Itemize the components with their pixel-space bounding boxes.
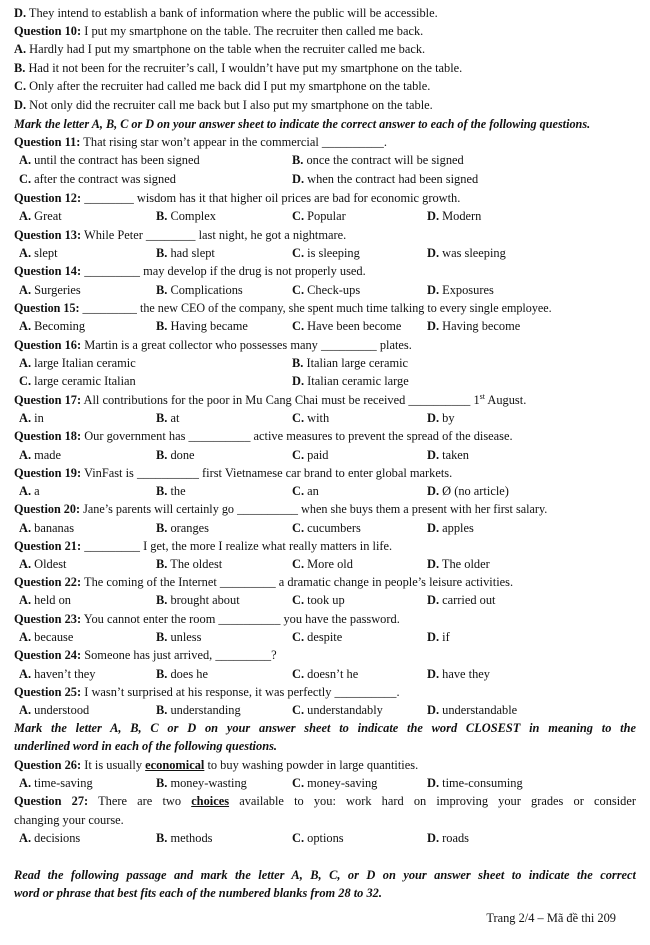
question-label: Question 24:	[14, 648, 82, 662]
option-letter: B.	[156, 209, 168, 223]
section-instruction: Mark the letter A, B, C or D on your answer sheet to indicate the correct answer to each of the following questions.	[14, 117, 591, 131]
option-letter: A.	[19, 153, 32, 167]
option-line	[14, 6, 636, 22]
option-text: carried out	[439, 593, 496, 607]
option-text: slept	[31, 246, 58, 260]
option-letter: D.	[427, 246, 440, 260]
question-label: Question 21:	[14, 539, 82, 553]
option-letter: D.	[427, 209, 440, 223]
options-row	[14, 831, 636, 847]
option-text: large ceramic Italian	[31, 374, 136, 388]
option-text: More old	[304, 557, 353, 571]
option-text: took up	[304, 593, 345, 607]
option-letter: C.	[292, 246, 305, 260]
options-row	[14, 484, 636, 500]
question-label: Question 15:	[14, 301, 80, 315]
option-letter: A.	[19, 246, 32, 260]
option-letter: A.	[14, 42, 27, 56]
option-text: have they	[439, 667, 490, 681]
question-text: The coming of the Internet _________ a dramatic change in people’s leisure activities.	[81, 575, 514, 589]
question-text: Jane’s parents will certainly go __________ when she buys them a present with her first salary.	[80, 502, 548, 516]
option-text: Modern	[439, 209, 482, 223]
question-label: Question 22:	[14, 575, 82, 589]
option-text: by	[439, 411, 455, 425]
option-text: Having become	[439, 319, 521, 333]
option-letter: B.	[156, 593, 168, 607]
option-letter: C.	[292, 703, 305, 717]
option-text: if	[439, 630, 450, 644]
option-letter: C.	[292, 557, 305, 571]
passage-instruction: Read the following passage and mark the letter A, B, C, or D on your answer sheet to indicate the correct	[14, 868, 636, 882]
underlined-word: economical	[145, 758, 205, 772]
question-label: Question 14:	[14, 264, 82, 278]
option-letter: D.	[427, 557, 440, 571]
option-letter: D.	[292, 172, 305, 186]
option-letter: D.	[427, 411, 440, 425]
option-text: Only after the recruiter had called me back did I put my smartphone on the table.	[26, 79, 431, 93]
options-row	[14, 374, 636, 390]
question-20	[14, 502, 636, 518]
option-text: cucumbers	[304, 521, 361, 535]
option-text: done	[167, 448, 195, 462]
option-letter: C.	[19, 172, 32, 186]
question-16	[14, 338, 636, 354]
option-text: understandably	[304, 703, 383, 717]
option-letter: B.	[156, 411, 168, 425]
option-letter: D.	[14, 98, 27, 112]
option-letter: C.	[292, 209, 305, 223]
question-text: It is usually	[81, 758, 146, 772]
option-letter: B.	[156, 484, 168, 498]
option-text: because	[31, 630, 74, 644]
option-letter: B.	[156, 246, 168, 260]
option-letter: C.	[292, 448, 305, 462]
option-text: made	[31, 448, 61, 462]
option-text: was sleeping	[439, 246, 506, 260]
option-letter: A.	[19, 356, 32, 370]
option-text: Complications	[167, 283, 243, 297]
question-18	[14, 429, 636, 445]
question-text: Our government has __________ active measures to prevent the spread of the disease.	[81, 429, 513, 443]
option-letter: C.	[292, 521, 305, 535]
option-text: oranges	[167, 521, 210, 535]
section-instruction-cont: underlined word in each of the following questions.	[14, 739, 277, 753]
question-label: Question 19:	[14, 466, 82, 480]
option-text: apples	[439, 521, 474, 535]
question-text: ________ wisdom has it that higher oil prices are bad for economic growth.	[81, 191, 461, 205]
question-text: That rising star won’t appear in the commercial __________.	[80, 135, 387, 149]
question-22	[14, 575, 636, 591]
option-letter: B.	[156, 448, 168, 462]
question-12	[14, 191, 636, 207]
options-row	[14, 667, 636, 683]
option-letter: A.	[19, 484, 32, 498]
options-row	[14, 209, 636, 225]
option-text: large Italian ceramic	[31, 356, 136, 370]
question-27	[14, 794, 636, 810]
option-text: had slept	[167, 246, 215, 260]
option-text: does he	[167, 667, 208, 681]
question-10	[14, 24, 636, 40]
question-label: Question 16:	[14, 338, 82, 352]
question-14	[14, 264, 636, 280]
option-text: until the contract has been signed	[31, 153, 200, 167]
question-label: Question 17:	[14, 393, 82, 407]
question-label: Question 13:	[14, 228, 82, 242]
underlined-word: choices	[191, 794, 230, 808]
option-text: taken	[439, 448, 469, 462]
option-text: The older	[439, 557, 490, 571]
option-text: in	[31, 411, 44, 425]
option-letter: B.	[156, 283, 168, 297]
option-text: Had it not been for the recruiter’s call, I wouldn’t have put my smartphone on the table.	[25, 61, 463, 75]
option-text: Italian ceramic large	[304, 374, 409, 388]
options-row	[14, 521, 636, 537]
option-text: doesn’t he	[304, 667, 359, 681]
question-text: Someone has just arrived, _________?	[81, 648, 277, 662]
options-row	[14, 356, 636, 372]
option-letter: B.	[292, 356, 304, 370]
question-label: Question 25:	[14, 685, 82, 699]
question-text: _________ the new CEO of the company, she spent much time talking to every single employee.	[79, 301, 552, 315]
question-19	[14, 466, 636, 482]
options-row	[14, 593, 636, 609]
option-text: with	[304, 411, 330, 425]
option-letter: D.	[427, 521, 440, 535]
option-text: Becoming	[31, 319, 86, 333]
option-letter: C.	[292, 484, 305, 498]
option-text: an	[304, 484, 319, 498]
option-text: after the contract was signed	[31, 172, 176, 186]
option-text: a	[31, 484, 40, 498]
option-letter: C.	[292, 411, 305, 425]
page-footer: Trang 2/4 – Mã đề thi 209	[486, 911, 616, 925]
question-27-cont: changing your course.	[14, 813, 124, 827]
option-line	[14, 42, 636, 58]
options-row	[14, 153, 636, 169]
question-label: Question 10:	[14, 24, 82, 38]
question-label: Question 23:	[14, 612, 82, 626]
option-text: bananas	[31, 521, 75, 535]
option-letter: B.	[156, 703, 168, 717]
question-23	[14, 612, 636, 628]
options-row	[14, 776, 636, 792]
option-letter: B.	[156, 319, 168, 333]
question-label: Question 20:	[14, 502, 81, 516]
option-letter: B.	[14, 61, 26, 75]
question-text: VinFast is __________ first Vietnamese car brand to enter global markets.	[81, 466, 453, 480]
option-letter: A.	[19, 557, 32, 571]
option-text: Have been become	[304, 319, 402, 333]
option-text: roads	[439, 831, 469, 845]
option-letter: C.	[292, 283, 305, 297]
option-letter: A.	[19, 283, 32, 297]
option-text: Italian large ceramic	[303, 356, 409, 370]
option-text: Oldest	[31, 557, 67, 571]
passage-instruction-cont: word or phrase that best fits each of the numbered blanks from 28 to 32.	[14, 886, 382, 900]
option-text: Hardly had I put my smartphone on the table when the recruiter called me back.	[26, 42, 426, 56]
question-text: _________ may develop if the drug is not properly used.	[81, 264, 366, 278]
question-label: Question 11:	[14, 135, 81, 149]
question-11	[14, 135, 636, 151]
options-row	[14, 703, 636, 719]
option-text: options	[304, 831, 344, 845]
question-label: Question 26:	[14, 758, 82, 772]
question-label: Question 12:	[14, 191, 82, 205]
question-text-end: August.	[484, 393, 527, 407]
option-letter: D.	[427, 630, 440, 644]
option-letter: C.	[292, 630, 305, 644]
option-text: understanding	[167, 703, 241, 717]
question-text: While Peter ________ last night, he got a nightmare.	[81, 228, 347, 242]
option-text: understood	[31, 703, 90, 717]
option-letter: D.	[14, 6, 27, 20]
options-row	[14, 411, 636, 427]
question-label: Question 18:	[14, 429, 82, 443]
option-letter: A.	[19, 593, 32, 607]
question-13	[14, 228, 636, 244]
option-letter: C.	[292, 667, 305, 681]
option-text: held on	[31, 593, 71, 607]
option-letter: A.	[19, 448, 32, 462]
option-text: Surgeries	[31, 283, 81, 297]
option-text: They intend to establish a bank of information where the public will be accessible.	[26, 6, 438, 20]
question-text-end: to buy washing powder in large quantities.	[204, 758, 419, 772]
option-letter: A.	[19, 521, 32, 535]
options-row	[14, 448, 636, 464]
option-text: at	[167, 411, 180, 425]
option-text: unless	[167, 630, 202, 644]
option-letter: B.	[156, 831, 168, 845]
option-text: Check-ups	[304, 283, 361, 297]
option-text: methods	[167, 831, 213, 845]
options-row	[14, 630, 636, 646]
option-text: decisions	[31, 831, 81, 845]
option-text: once the contract will be signed	[303, 153, 464, 167]
option-letter: B.	[292, 153, 304, 167]
question-17	[14, 393, 636, 409]
question-label: Question 27:	[14, 794, 89, 808]
option-letter: D.	[427, 593, 440, 607]
option-letter: A.	[19, 703, 32, 717]
option-text: money-saving	[304, 776, 378, 790]
option-text: understandable	[439, 703, 518, 717]
option-letter: A.	[19, 776, 32, 790]
question-text: _________ I get, the more I realize what really matters in life.	[81, 539, 393, 553]
option-text: the	[167, 484, 186, 498]
question-text: There are two	[88, 794, 192, 808]
options-row	[14, 283, 636, 299]
option-letter: B.	[156, 776, 168, 790]
option-letter: C.	[292, 831, 305, 845]
option-text: The oldest	[167, 557, 223, 571]
options-row	[14, 246, 636, 262]
options-row	[14, 172, 636, 188]
question-text: You cannot enter the room __________ you have the password.	[81, 612, 400, 626]
question-25	[14, 685, 636, 701]
option-letter: B.	[156, 521, 168, 535]
option-text: paid	[304, 448, 329, 462]
option-letter: D.	[427, 776, 440, 790]
option-letter: D.	[427, 831, 440, 845]
options-row	[14, 557, 636, 573]
option-line	[14, 61, 636, 77]
option-line	[14, 98, 636, 114]
option-letter: A.	[19, 319, 32, 333]
option-letter: D.	[427, 283, 440, 297]
section-instruction: Mark the letter A, B, C or D on your answer sheet to indicate the word CLOSEST in meaning to the	[14, 721, 636, 735]
option-text: Popular	[304, 209, 346, 223]
option-text: when the contract had been signed	[304, 172, 479, 186]
option-text: despite	[304, 630, 343, 644]
option-letter: D.	[427, 703, 440, 717]
option-text: Ø (no article)	[439, 484, 509, 498]
question-26	[14, 758, 636, 774]
option-letter: A.	[19, 831, 32, 845]
options-row	[14, 319, 636, 335]
question-24	[14, 648, 636, 664]
option-letter: B.	[156, 667, 168, 681]
option-text: Exposures	[439, 283, 494, 297]
option-letter: B.	[156, 630, 168, 644]
option-letter: D.	[427, 448, 440, 462]
option-text: Having became	[167, 319, 248, 333]
option-letter: C.	[292, 593, 305, 607]
question-text-end: available to you: work hard on improving your grades or consider	[229, 794, 636, 808]
ordinal-suffix: st	[479, 393, 485, 401]
option-letter: C.	[19, 374, 32, 388]
option-text: haven’t they	[31, 667, 96, 681]
question-text: Martin is a great collector who possesses many _________ plates.	[81, 338, 412, 352]
option-letter: A.	[19, 209, 32, 223]
option-text: money-wasting	[167, 776, 247, 790]
question-text: I wasn’t surprised at his response, it was perfectly __________.	[81, 685, 400, 699]
option-letter: B.	[156, 557, 168, 571]
option-text: Complex	[167, 209, 216, 223]
option-text: Great	[31, 209, 62, 223]
option-letter: D.	[427, 667, 440, 681]
option-text: time-saving	[31, 776, 93, 790]
question-15	[14, 301, 636, 317]
option-letter: D.	[427, 484, 440, 498]
option-letter: A.	[19, 411, 32, 425]
option-letter: A.	[19, 667, 32, 681]
option-line	[14, 79, 636, 95]
option-text: is sleeping	[304, 246, 360, 260]
question-text: I put my smartphone on the table. The recruiter then called me back.	[81, 24, 424, 38]
option-letter: C.	[292, 776, 305, 790]
question-21	[14, 539, 636, 555]
option-letter: C.	[292, 319, 305, 333]
option-text: brought about	[167, 593, 240, 607]
option-text: Not only did the recruiter call me back but I also put my smartphone on the table.	[26, 98, 433, 112]
option-letter: D.	[292, 374, 305, 388]
question-text: All contributions for the poor in Mu Cang Chai must be received __________ 1	[81, 393, 480, 407]
option-text: time-consuming	[439, 776, 523, 790]
option-letter: C.	[14, 79, 27, 93]
option-letter: A.	[19, 630, 32, 644]
option-letter: D.	[427, 319, 440, 333]
